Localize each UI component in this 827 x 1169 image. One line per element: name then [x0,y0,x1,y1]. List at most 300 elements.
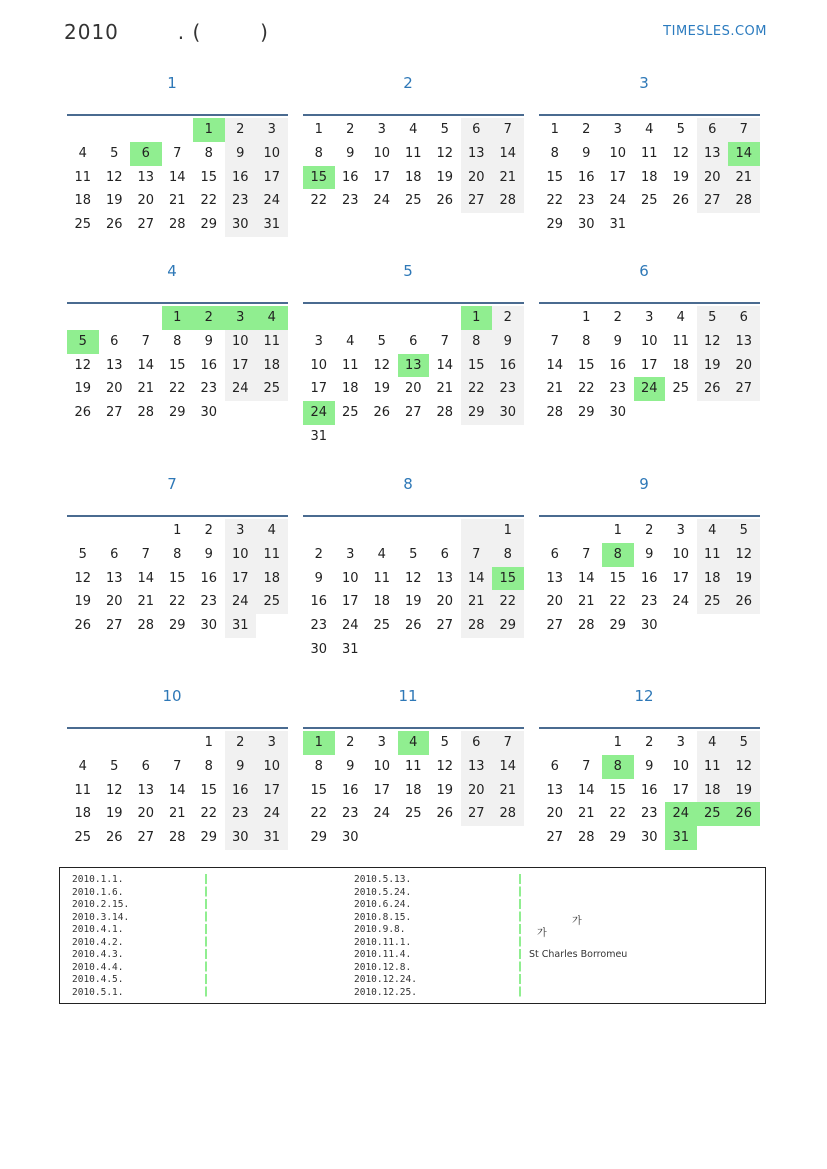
day-cell: 8 [204,145,213,161]
day-cell: 5 [697,306,729,330]
day-cell: 30 [200,405,218,421]
day-cell: 19 [404,594,422,610]
day-cell: 21 [436,381,454,397]
day-cell: 5 [728,519,760,543]
day-cell: 2 [225,118,257,142]
day-cell: 26 [728,802,760,826]
day-cell: 25 [672,381,690,397]
day-cell: 16 [492,354,524,378]
day-cell: 19 [373,381,391,397]
day-cell: 14 [546,357,564,373]
day-cell: 9 [204,546,213,562]
day-cell: 4 [346,333,355,349]
empty-cell [366,425,398,449]
day-cell: 7 [461,543,493,567]
day-cell: 7 [141,546,150,562]
day-cell: 22 [492,590,524,614]
day-cell: 12 [672,145,690,161]
day-cell: 15 [168,357,186,373]
day-grid [67,306,289,425]
empty-cell [130,118,162,142]
empty-cell [335,519,367,543]
day-cell: 14 [436,357,454,373]
day-cell: 1 [162,306,194,330]
day-cell: 31 [256,213,288,237]
day-cell: 7 [141,333,150,349]
day-cell: 23 [310,618,328,634]
day-cell: 7 [550,333,559,349]
month-rule [539,114,760,116]
day-cell: 19 [74,594,92,610]
day-cell: 20 [461,779,493,803]
day-cell: 6 [728,306,760,330]
day-cell: 4 [645,122,654,137]
day-cell: 23 [341,193,359,209]
day-cell: 28 [168,217,186,233]
day-cell: 31 [665,826,697,850]
day-grid [67,118,289,237]
day-grid [67,519,289,638]
empty-cell [429,425,461,449]
legend-date: 2010.12.25. [354,986,417,998]
day-cell: 1 [461,306,493,330]
day-cell: 27 [461,802,493,826]
empty-cell [461,826,493,850]
day-cell: 9 [645,546,654,562]
empty-cell [697,213,729,237]
day-cell: 20 [137,193,155,209]
day-cell: 13 [461,142,493,166]
day-cell: 26 [697,377,729,401]
day-cell: 9 [346,758,355,774]
month-title: 9 [639,475,649,493]
day-cell: 7 [173,758,182,774]
day-cell: 13 [105,570,123,586]
day-cell: 29 [310,830,328,846]
day-cell: 13 [436,570,454,586]
legend-date: 2010.4.3. [72,949,124,960]
day-cell: 2 [204,523,213,538]
day-cell: 4 [409,122,418,137]
day-cell: 31 [609,217,627,233]
day-cell: 15 [609,570,627,586]
day-cell: 10 [609,145,627,161]
day-cell: 1 [303,731,335,755]
day-cell: 21 [137,381,155,397]
day-cell: 24 [303,401,335,425]
day-cell: 7 [492,731,524,755]
day-cell: 19 [436,782,454,798]
day-cell: 26 [404,618,422,634]
day-cell: 20 [137,806,155,822]
legend-date: 2010.4.4. [72,961,124,973]
day-cell: 30 [577,217,595,233]
day-cell: 16 [200,357,218,373]
day-cell: 10 [373,758,391,774]
day-grid [303,118,525,213]
day-cell: 16 [200,570,218,586]
day-cell: 18 [404,169,422,185]
day-cell: 15 [303,166,335,190]
brand-link[interactable]: TIMESLES.COM [663,24,767,39]
legend-date: 2010.2.15. [72,899,130,910]
month-rule [67,302,288,304]
day-cell: 16 [225,166,257,190]
day-cell: 12 [728,543,760,567]
empty-cell [99,519,131,543]
empty-cell [665,614,697,638]
empty-cell [335,306,367,330]
month-rule [539,727,760,729]
legend-note: 가 [572,916,582,927]
day-cell: 7 [582,546,591,562]
day-cell: 9 [225,142,257,166]
day-cell: 20 [697,166,729,190]
day-cell: 23 [640,806,658,822]
day-cell: 30 [341,830,359,846]
day-cell: 5 [110,145,119,161]
day-grid [303,519,525,662]
day-cell: 26 [436,806,454,822]
legend-date: 2010.1.6. [72,886,124,898]
day-cell: 7 [492,118,524,142]
day-cell: 25 [256,590,288,614]
day-cell: 27 [137,217,155,233]
day-cell: 14 [168,782,186,798]
day-cell: 24 [609,193,627,209]
day-cell: 18 [256,354,288,378]
empty-cell [335,425,367,449]
day-cell: 23 [225,802,257,826]
legend-date: 2010.12.24. [354,974,417,985]
day-cell: 28 [492,189,524,213]
day-cell: 26 [74,618,92,634]
day-cell: 4 [78,758,87,774]
legend-date: 2010.5.24. [354,886,412,898]
day-cell: 31 [225,614,257,638]
month-title: 10 [162,687,182,705]
day-cell: 23 [640,594,658,610]
legend-date: 2010.5.1. [72,986,124,998]
day-cell: 20 [404,381,422,397]
day-cell: 12 [404,570,422,586]
empty-cell [162,731,194,755]
day-cell: 9 [582,145,591,161]
day-cell: 21 [492,166,524,190]
day-cell: 16 [341,169,359,185]
day-cell: 14 [577,782,595,798]
day-grid [539,306,761,425]
month-rule [539,302,760,304]
empty-cell [728,213,760,237]
day-cell: 21 [728,166,760,190]
day-cell: 17 [672,570,690,586]
day-cell: 20 [546,806,564,822]
day-cell: 24 [341,618,359,634]
day-cell: 13 [546,782,564,798]
day-cell: 15 [492,567,524,591]
month-title: 4 [167,262,177,280]
day-cell: 6 [550,758,559,774]
empty-cell [256,614,288,638]
day-cell: 25 [640,193,658,209]
day-cell: 13 [105,357,123,373]
day-cell: 17 [609,169,627,185]
day-cell: 20 [546,594,564,610]
legend-date: 2010.5.13. [354,874,412,885]
legend-date: 2010.3.14. [72,911,130,923]
day-cell: 22 [609,594,627,610]
empty-cell [67,118,99,142]
legend-date: 2010.9.8. [354,924,406,935]
day-cell: 21 [577,594,595,610]
day-cell: 19 [728,567,760,591]
day-cell: 19 [436,169,454,185]
day-cell: 1 [492,519,524,543]
empty-cell [130,731,162,755]
day-cell: 27 [137,830,155,846]
day-cell: 3 [346,546,355,562]
day-cell: 11 [404,758,422,774]
day-cell: 2 [645,735,654,750]
day-cell: 29 [461,401,493,425]
day-cell: 6 [110,546,119,562]
legend-date: 2010.6.24. [354,899,412,910]
day-cell: 17 [640,357,658,373]
day-cell: 26 [105,217,123,233]
empty-cell [67,731,99,755]
empty-cell [665,401,697,425]
day-cell: 2 [645,523,654,538]
day-cell: 17 [256,166,288,190]
empty-cell [539,731,571,755]
day-cell: 25 [74,217,92,233]
legend-note-saint: St Charles Borromeu [529,949,628,960]
day-cell: 26 [373,405,391,421]
month-title: 2 [403,74,413,92]
day-cell: 2 [314,546,323,562]
day-cell: 29 [577,405,595,421]
day-cell: 30 [225,213,257,237]
day-cell: 6 [461,731,493,755]
day-cell: 11 [697,755,729,779]
day-cell: 15 [461,354,493,378]
day-cell: 18 [74,806,92,822]
day-cell: 4 [398,731,430,755]
day-cell: 8 [550,145,559,161]
empty-cell [398,638,430,662]
day-cell: 5 [440,122,449,137]
day-cell: 21 [137,594,155,610]
day-cell: 22 [200,806,218,822]
day-cell: 26 [436,193,454,209]
day-cell: 7 [173,145,182,161]
day-cell: 23 [609,381,627,397]
empty-cell [398,306,430,330]
day-cell: 27 [404,405,422,421]
month-rule [303,302,524,304]
day-cell: 18 [404,782,422,798]
day-cell: 1 [193,118,225,142]
month-rule [303,515,524,517]
day-cell: 3 [676,523,685,538]
day-cell: 4 [377,546,386,562]
month-rule [67,114,288,116]
empty-cell [697,614,729,638]
day-cell: 6 [550,546,559,562]
day-cell: 14 [168,169,186,185]
day-cell: 2 [346,122,355,137]
month-title: 8 [403,475,413,493]
day-cell: 3 [377,735,386,750]
day-cell: 30 [492,401,524,425]
day-cell: 24 [665,802,697,826]
day-cell: 3 [645,310,654,325]
empty-cell [130,306,162,330]
day-cell: 7 [728,118,760,142]
day-cell: 15 [609,782,627,798]
day-cell: 10 [672,758,690,774]
empty-cell [461,425,493,449]
day-cell: 17 [373,782,391,798]
day-cell: 5 [110,758,119,774]
day-cell: 3 [225,519,257,543]
day-cell: 22 [546,193,564,209]
day-grid [303,731,525,850]
day-cell: 9 [613,333,622,349]
day-cell: 30 [225,826,257,850]
empty-cell [697,826,729,850]
day-cell: 10 [373,145,391,161]
empty-cell [697,401,729,425]
day-cell: 30 [640,830,658,846]
day-cell: 1 [550,122,559,137]
day-cell: 18 [341,381,359,397]
day-cell: 23 [577,193,595,209]
day-cell: 27 [546,618,564,634]
day-cell: 2 [346,735,355,750]
day-cell: 19 [728,779,760,803]
day-cell: 9 [314,570,323,586]
empty-cell [303,519,335,543]
day-cell: 14 [492,755,524,779]
day-cell: 24 [256,802,288,826]
day-cell: 27 [697,189,729,213]
legend-divider [519,874,521,998]
day-cell: 7 [582,758,591,774]
day-cell: 3 [256,731,288,755]
day-cell: 17 [373,169,391,185]
empty-cell [429,638,461,662]
day-cell: 29 [609,830,627,846]
day-cell: 20 [105,381,123,397]
day-cell: 3 [225,306,257,330]
empty-cell [728,614,760,638]
day-cell: 22 [168,594,186,610]
legend-date: 2010.12.8. [354,961,412,973]
day-cell: 9 [492,330,524,354]
day-cell: 22 [609,806,627,822]
day-cell: 30 [200,618,218,634]
empty-cell [398,519,430,543]
day-cell: 25 [404,193,422,209]
day-cell: 1 [613,735,622,750]
day-cell: 8 [602,755,634,779]
day-cell: 14 [461,567,493,591]
month-rule [67,515,288,517]
day-cell: 11 [74,782,92,798]
legend-date: 2010.4.5. [72,974,124,985]
day-cell: 22 [577,381,595,397]
day-cell: 28 [137,405,155,421]
month-title: 6 [639,262,649,280]
day-cell: 27 [461,189,493,213]
month-rule [303,727,524,729]
empty-cell [67,519,99,543]
day-cell: 12 [373,357,391,373]
empty-cell [99,731,131,755]
month-title: 5 [403,262,413,280]
day-cell: 5 [409,546,418,562]
day-cell: 19 [697,354,729,378]
day-cell: 20 [105,594,123,610]
day-cell: 28 [577,830,595,846]
day-cell: 9 [346,145,355,161]
legend-date: 2010.11.1. [354,936,412,948]
day-cell: 2 [613,310,622,325]
day-grid [539,118,761,237]
day-cell: 18 [697,567,729,591]
day-cell: 25 [404,806,422,822]
day-cell: 23 [341,806,359,822]
day-cell: 5 [78,546,87,562]
day-cell: 16 [310,594,328,610]
day-cell: 6 [110,333,119,349]
day-cell: 16 [640,782,658,798]
day-cell: 19 [105,806,123,822]
day-cell: 21 [577,806,595,822]
day-cell: 20 [436,594,454,610]
day-cell: 26 [672,193,690,209]
day-cell: 14 [492,142,524,166]
day-cell: 22 [310,193,328,209]
day-cell: 28 [461,614,493,638]
empty-cell [398,425,430,449]
day-cell: 6 [130,142,162,166]
day-cell: 2 [492,306,524,330]
day-cell: 11 [640,145,658,161]
day-cell: 11 [74,169,92,185]
day-cell: 17 [310,381,328,397]
day-cell: 25 [697,802,729,826]
day-cell: 16 [225,779,257,803]
day-cell: 4 [697,519,729,543]
day-cell: 15 [310,782,328,798]
empty-cell [665,213,697,237]
empty-cell [634,213,666,237]
day-cell: 16 [640,570,658,586]
empty-cell [571,731,603,755]
day-cell: 23 [200,594,218,610]
day-cell: 3 [613,122,622,137]
empty-cell [303,306,335,330]
day-cell: 1 [582,310,591,325]
legend-note: 가 [537,928,547,939]
empty-cell [728,401,760,425]
day-cell: 16 [341,782,359,798]
day-cell: 29 [200,830,218,846]
day-cell: 8 [314,758,323,774]
